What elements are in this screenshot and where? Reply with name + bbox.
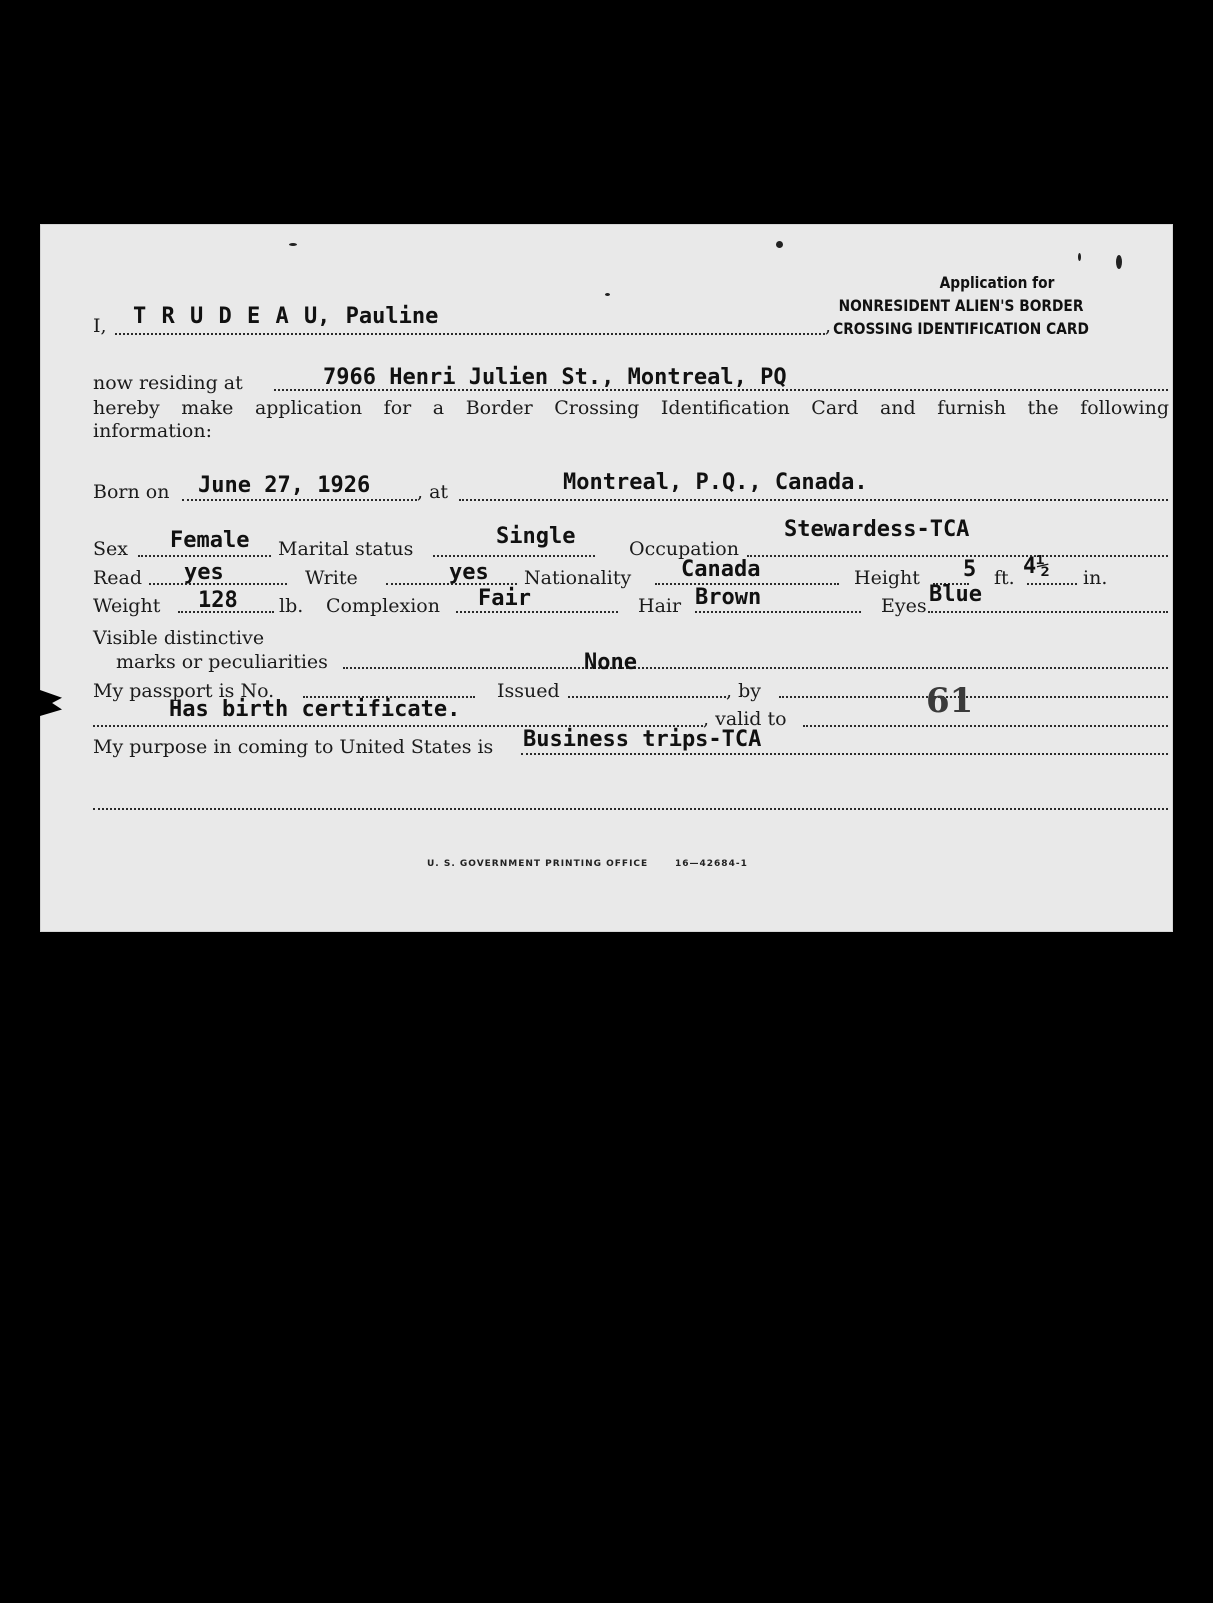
- intro-text-line-1: hereby make application for a Border Crossing Identification Card and furnish the following: [93, 397, 1169, 419]
- in-label: in.: [1083, 567, 1108, 589]
- applicant-name: T R U D E A U, Pauline: [133, 304, 439, 329]
- intro-text-line-2: information:: [93, 420, 213, 442]
- form-title-line-3: CROSSING IDENTIFICATION CARD: [833, 319, 1089, 338]
- marks-value: None: [584, 650, 637, 675]
- stamp-number: 61: [926, 681, 974, 721]
- complexion-line: [456, 611, 618, 613]
- nationality-value: Canada: [681, 557, 761, 582]
- name-line-comma: ,: [825, 315, 832, 337]
- read-label: Read: [93, 567, 143, 589]
- born-on-label: Born on: [93, 481, 170, 503]
- form-code: 16—42684-1: [675, 859, 748, 869]
- purpose-label: My purpose in coming to United States is: [93, 736, 494, 758]
- ink-speck: [289, 243, 297, 246]
- read-value: yes: [184, 560, 224, 585]
- i-label: I,: [93, 315, 107, 337]
- issued-line: [568, 696, 726, 698]
- nationality-label: Nationality: [524, 567, 632, 589]
- eyes-value: Blue: [929, 582, 982, 607]
- marital-status-label: Marital status: [278, 538, 414, 560]
- birth-date-line: [182, 499, 417, 501]
- by-line: [779, 696, 1168, 698]
- passport-label: My passport is No.: [93, 680, 275, 702]
- name-line: [115, 333, 825, 335]
- ft-label: ft.: [994, 567, 1015, 589]
- valid-to-label: , valid to: [703, 708, 787, 730]
- weight-value: 128: [198, 588, 238, 613]
- complexion-value: Fair: [478, 586, 531, 611]
- birth-place-line: [459, 499, 1168, 501]
- sex-label: Sex: [93, 538, 128, 560]
- marital-status-value: Single: [496, 524, 576, 549]
- ink-speck: [776, 241, 783, 248]
- printer-imprint: U. S. GOVERNMENT PRINTING OFFICE: [427, 859, 649, 869]
- address-value: 7966 Henri Julien St., Montreal, PQ: [323, 365, 787, 390]
- hair-label: Hair: [638, 595, 682, 617]
- complexion-label: Complexion: [326, 595, 440, 617]
- birth-place-value: Montreal, P.Q., Canada.: [563, 470, 868, 495]
- height-ft-value: 5: [963, 557, 977, 582]
- form-title-line-1: Application for: [939, 273, 1055, 292]
- lb-label: lb.: [279, 595, 304, 617]
- visible-distinctive-label: Visible distinctive: [93, 627, 265, 649]
- purpose-line: [521, 753, 1168, 755]
- write-value: yes: [449, 560, 489, 585]
- birth-date-value: June 27, 1926: [198, 473, 371, 498]
- ink-speck: [1116, 255, 1122, 269]
- at-label: , at: [417, 481, 449, 503]
- purpose-value: Business trips-TCA: [523, 727, 762, 752]
- hair-line: [695, 611, 861, 613]
- height-in-value: 4½: [1023, 554, 1050, 579]
- weight-label: Weight: [93, 595, 161, 617]
- marital-status-line: [433, 555, 595, 557]
- passport-note-value: Has birth certificate.: [169, 697, 461, 722]
- occupation-label: Occupation: [629, 538, 739, 560]
- occupation-line: [747, 555, 1168, 557]
- issued-label: Issued: [497, 680, 560, 702]
- now-residing-label: now residing at: [93, 372, 243, 394]
- eyes-label: Eyes: [881, 595, 927, 617]
- marks-label: marks or peculiarities: [116, 651, 328, 673]
- height-in-line: [1027, 583, 1077, 585]
- ink-speck: [1078, 253, 1081, 261]
- valid-to-line: [803, 725, 1168, 727]
- eyes-line: [928, 611, 1168, 613]
- hair-value: Brown: [695, 585, 762, 610]
- blank-line: [93, 808, 1168, 810]
- occupation-value: Stewardess-TCA: [784, 517, 970, 542]
- marks-line: [343, 667, 1168, 669]
- ink-speck: [605, 293, 610, 296]
- border-crossing-application-card: [40, 224, 1173, 932]
- form-title-line-2: NONRESIDENT ALIEN'S BORDER: [838, 296, 1084, 315]
- sex-line: [138, 555, 271, 557]
- by-label: , by: [726, 680, 761, 702]
- sex-value: Female: [170, 528, 250, 553]
- write-label: Write: [305, 567, 358, 589]
- height-label: Height: [854, 567, 920, 589]
